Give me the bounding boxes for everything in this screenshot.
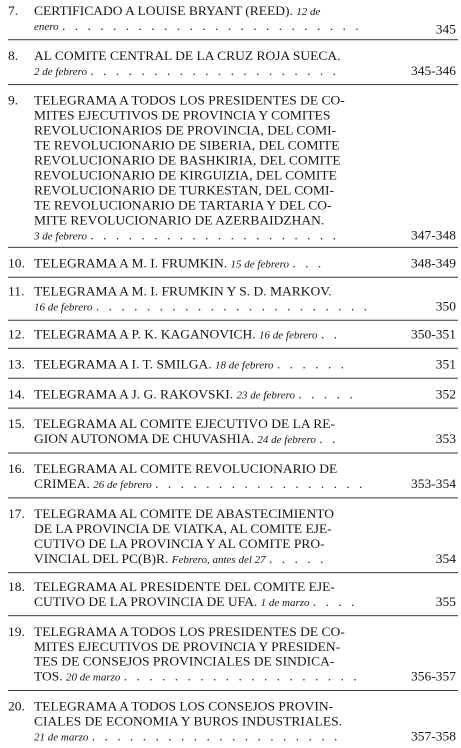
entry-number: 9. xyxy=(8,93,19,108)
entry-number: 7. xyxy=(8,3,19,18)
entry-title-line: TELEGRAMA A TODOS LOS CONSEJOS PROVIN- xyxy=(34,699,334,714)
entry-date: 18 de febrero xyxy=(215,359,274,372)
entry-title-line: CUTIVO DE LA PROVINCIA Y AL COMITE PRO- xyxy=(34,536,325,551)
entry-number: 20. xyxy=(8,699,25,714)
entry-pages: 352 xyxy=(435,387,456,402)
entry-pages: 353-354 xyxy=(411,476,456,491)
entry-title: TELEGRAMA A P. K. KAGANOVICH. xyxy=(34,327,256,342)
divider xyxy=(8,84,458,85)
entry-title: TELEGRAMA A M. I. FRUMKIN. xyxy=(34,256,228,271)
entry-date: 3 de febrero xyxy=(34,230,87,243)
dot-leader: . . . . . . . . . . . . . . . . . . . . xyxy=(90,63,339,78)
entry-number: 19. xyxy=(8,624,25,639)
entry-number: 17. xyxy=(8,506,25,521)
entry-title: VINCIAL DEL PC(B)R. xyxy=(34,551,169,566)
entry-pages: 355 xyxy=(435,594,456,609)
entry-title-line: TELEGRAMA AL COMITE REVOLUCIONARIO DE xyxy=(34,461,338,476)
divider xyxy=(8,320,458,321)
entry-date: 15 de febrero xyxy=(230,258,289,271)
entry-pages: 348-349 xyxy=(411,256,456,271)
entry-date: 20 de marzo xyxy=(66,672,121,684)
entry-title-line: TELEGRAMA A M. I. FRUMKIN Y S. D. MARKOV. xyxy=(34,284,332,299)
entry-date: 2 de febrero xyxy=(34,66,87,78)
dot-leader: . . . . . . . . . . . . . . . . . . . . . . . . xyxy=(62,18,362,33)
entry-date: 1 de marzo xyxy=(260,597,310,609)
entry-title-line: TE REVOLUCIONARIO DE TARTARIA Y DEL CO- xyxy=(34,198,332,213)
entry-date: 24 de febrero xyxy=(257,434,316,446)
entry-title-line: DE LA PROVINCIA DE VIATKA, AL COMITE EJE- xyxy=(34,521,332,536)
entry-pages: 345 xyxy=(435,22,456,37)
divider xyxy=(8,690,458,691)
entry-title-line: AL COMITE CENTRAL DE LA CRUZ ROJA SUECA. xyxy=(34,48,341,63)
dot-leader: . . xyxy=(319,431,339,446)
dot-leader: . . . . . . xyxy=(276,357,347,372)
divider xyxy=(8,615,458,616)
entry-body xyxy=(34,462,429,492)
dot-leader: . . . . . . . . . . . . . . . . . . . . . . xyxy=(95,299,370,314)
entry-number: 8. xyxy=(8,48,19,63)
entry-body xyxy=(34,625,429,685)
entry-body xyxy=(34,49,429,79)
divider xyxy=(8,277,458,278)
entry-title-line: CIALES DE ECONOMIA Y BUROS INDUSTRIALES. xyxy=(34,714,343,729)
entry-title-line: TE REVOLUCIONARIO DE SIBERIA, DEL COMITE xyxy=(34,138,340,153)
entry-title: CERTIFICADO A LOUISE BRYANT (REED). xyxy=(34,3,293,18)
divider xyxy=(8,247,458,248)
entry-number: 12. xyxy=(8,327,25,342)
entry-pages: 357-358 xyxy=(411,729,456,744)
divider xyxy=(8,572,458,573)
entry-date-continued: enero xyxy=(34,21,59,33)
entry-body xyxy=(34,580,429,610)
entry-title: TELEGRAMA A J. G. RAKOVSKI. xyxy=(34,387,234,402)
entry-pages: 345-346 xyxy=(411,63,456,78)
divider xyxy=(8,378,458,379)
entry-title: TELEGRAMA A I. T. SMILGA. xyxy=(34,357,212,372)
entry-body xyxy=(34,327,429,342)
dot-leader: . . . . . . . . . . . . . . . . . xyxy=(155,476,366,491)
divider xyxy=(8,453,458,454)
entry-title: CRIMEA. xyxy=(34,476,90,491)
entry-pages: 356-357 xyxy=(411,669,456,684)
entry-title: GION AUTONOMA DE CHUVASHIA. xyxy=(34,431,255,446)
entry-title-line: REVOLUCIONARIO DE BASHKIRIA, DEL COMITE xyxy=(34,153,341,168)
entry-title-line: REVOLUCIONARIOS DE PROVINCIA, DEL COMI- xyxy=(34,123,337,138)
entry-title-line: TELEGRAMA AL COMITE EJECUTIVO DE LA RE- xyxy=(34,417,335,432)
entry-title-line: TELEGRAMA AL PRESIDENTE DEL COMITE EJE- xyxy=(34,579,335,594)
entry-date: 16 de febrero xyxy=(259,330,318,342)
entry-body xyxy=(34,256,429,271)
entry-date: Febrero, antes del 27 xyxy=(171,554,266,566)
entry-title-line: MITE REVOLUCIONARIO DE AZERBAIDZHAN. xyxy=(34,213,325,228)
dot-leader: . . . . . . . . . . . . . . . . . . . . xyxy=(91,729,341,744)
entry-date: 23 de febrero xyxy=(236,389,295,402)
entry-body xyxy=(34,387,429,402)
dot-leader: . . . . . . . . . . . . . . . . . . . . xyxy=(90,228,339,243)
entry-number: 10. xyxy=(8,256,25,271)
entry-title-line: REVOLUCIONARIO DE KIRGUIZIA, DEL COMITE xyxy=(34,168,337,183)
entry-body xyxy=(34,94,429,244)
entry-title: TOS. xyxy=(34,669,63,684)
entry-title-line: MITES EJECUTIVOS DE PROVINCIA Y COMITES xyxy=(34,108,331,123)
entry-body xyxy=(34,417,429,447)
dot-leader: . . . xyxy=(292,256,325,271)
entry-pages: 347-348 xyxy=(411,228,456,243)
dot-leader: . . . . . . . . . . . . . . . . . . . xyxy=(123,669,360,684)
entry-title-line: MITES EJECUTIVOS DE PROVINCIA Y PRESIDEN- xyxy=(34,639,341,654)
entry-title-line: TELEGRAMA AL COMITE DE ABASTECIMIENTO xyxy=(34,506,334,521)
entry-body xyxy=(34,284,429,314)
dot-leader: . . . . xyxy=(312,594,358,609)
entry-title: CUTIVO DE LA PROVINCIA DE UFA. xyxy=(34,594,258,609)
entry-pages: 354 xyxy=(435,551,456,566)
dot-leader: . . xyxy=(320,327,340,342)
entry-title-line: TELEGRAMA A TODOS LOS PRESIDENTES DE CO- xyxy=(34,93,345,108)
entry-number: 14. xyxy=(8,387,25,402)
divider xyxy=(8,39,458,40)
entry-date: 21 de marzo xyxy=(34,732,89,744)
dot-leader: . . . . . xyxy=(298,387,356,402)
dot-leader: . . . . . xyxy=(269,551,327,566)
entry-title-line: TES DE CONSEJOS PROVINCIALES DE SINDICA- xyxy=(34,654,335,669)
entry-number: 18. xyxy=(8,579,25,594)
divider xyxy=(8,408,458,409)
entry-pages: 350 xyxy=(435,299,456,314)
divider xyxy=(8,497,458,498)
entry-date: 16 de febrero xyxy=(34,302,93,314)
entry-pages: 353 xyxy=(435,431,456,446)
entry-date: 26 de febrero xyxy=(93,479,152,491)
entry-body xyxy=(34,699,429,744)
entry-body xyxy=(34,507,429,567)
entry-number: 11. xyxy=(8,284,25,299)
entry-body xyxy=(34,4,429,34)
entry-body xyxy=(34,357,429,372)
entry-pages: 350-351 xyxy=(411,327,456,342)
entry-title-line: TELEGRAMA A TODOS LOS PRESIDENTES DE CO- xyxy=(34,624,345,639)
entry-date: 12 de xyxy=(296,6,321,18)
entry-number: 13. xyxy=(8,357,25,372)
divider xyxy=(8,348,458,349)
entry-number: 16. xyxy=(8,461,25,476)
entry-pages: 351 xyxy=(435,357,456,372)
entry-number: 15. xyxy=(8,417,25,432)
entry-title-line: REVOLUCIONARIO DE TURKESTAN, DEL COMI- xyxy=(34,183,335,198)
